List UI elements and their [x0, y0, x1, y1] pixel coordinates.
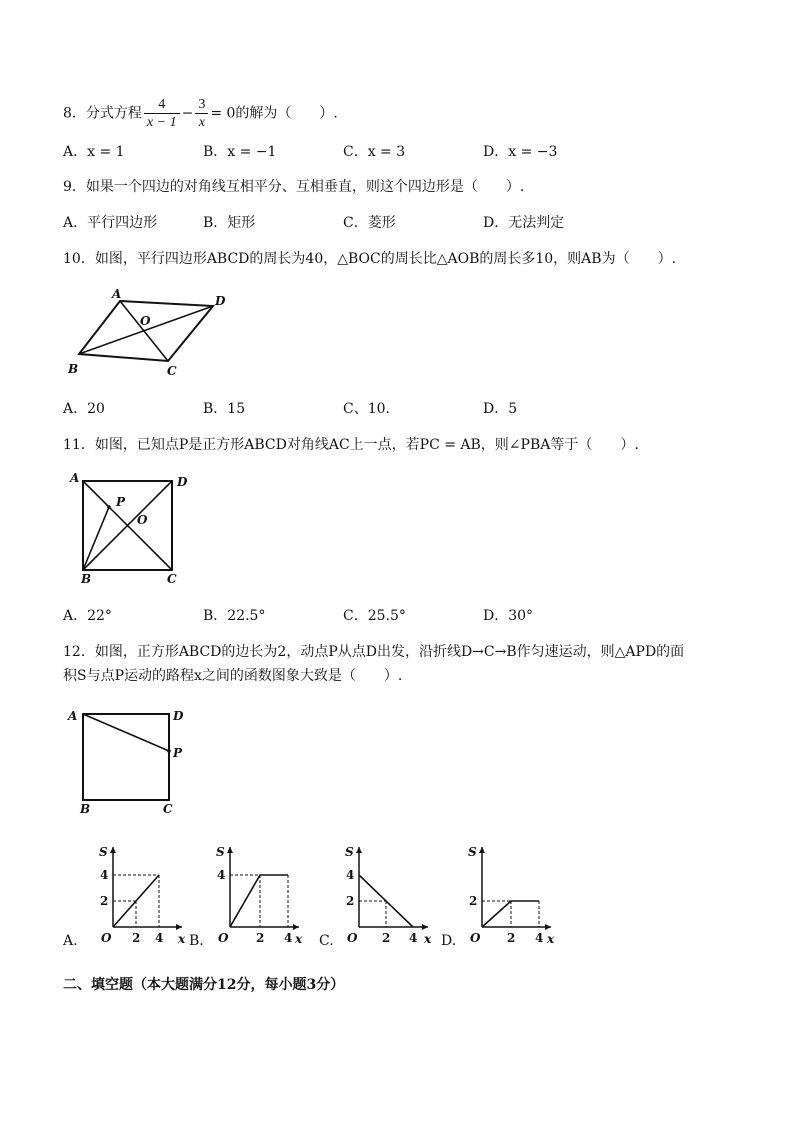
x-tick-4: 4 [409, 931, 418, 945]
q11-label-p: P [116, 495, 126, 509]
q11-label-b: B [81, 572, 92, 586]
q10-option-b: B．15 [203, 401, 246, 417]
y-axis-arrow-icon [110, 847, 116, 853]
q12-label-a: A [68, 709, 78, 723]
origin-label: O [470, 931, 481, 945]
y-tick-2: 2 [346, 894, 355, 908]
y-tick-4: 4 [217, 868, 226, 882]
origin-label: O [101, 931, 112, 945]
q12-label-d: D [173, 709, 184, 723]
y-tick-2: 2 [100, 894, 109, 908]
q11-segment-bp [83, 507, 109, 570]
q11-option-b: B．22.5° [203, 608, 266, 624]
x-axis-label: x [295, 932, 303, 946]
q8-option-d: D．x = −3 [483, 144, 558, 160]
q8-suffix: = 0的解为（ ）. [210, 105, 338, 122]
q11-label-o: O [137, 513, 148, 527]
q11-stem: 11．如图，已知点P是正方形ABCD对角线AC上一点，若PC = AB，则∠PBA等于（ ）. [63, 437, 639, 453]
q8-minus: − [181, 105, 194, 122]
q9-option-d: D．无法判定 [483, 215, 565, 231]
x-tick-2: 2 [382, 931, 391, 945]
y-axis-arrow-icon [479, 847, 485, 853]
q12-stem-line-1: 12．如图，正方形ABCD的边长为2，动点P从点D出发，沿折线D→C→B作匀速运动，则△APD的面 [63, 644, 685, 660]
q12-graph-b [214, 843, 304, 946]
y-axis-label: S [216, 845, 225, 859]
q12-graph-label-c: C. [319, 933, 334, 949]
q12-graph-c [343, 843, 433, 946]
q8-fraction-1: $\frac{4}{x - 1}$ [144, 96, 180, 131]
q12-graph-d [466, 843, 556, 946]
q12-label-b: B [80, 802, 91, 816]
x-axis-label: x [178, 932, 186, 946]
x-tick-4: 4 [535, 931, 544, 945]
q10-label-b: B [68, 362, 79, 376]
q9-option-c: C．菱形 [343, 215, 396, 231]
q11-label-c: C [167, 572, 177, 586]
q12-square-figure [65, 703, 195, 823]
q10-label-o: O [140, 314, 151, 328]
x-tick-2: 2 [507, 931, 516, 945]
q10-stem: 10．如图，平行四边形ABCD的周长为40，△BOC的周长比△AOB的周长多10，则AB为（ ）. [63, 251, 677, 267]
origin-label: O [347, 931, 358, 945]
q8-fraction-2: $\frac{3}{x}$ [195, 96, 208, 131]
q12-graph-label-a: A. [63, 933, 78, 949]
q12-label-c: C [163, 802, 173, 816]
section-2-heading: 二、填空题（本大题满分12分，每小题3分） [63, 977, 345, 993]
x-axis-label: x [547, 932, 555, 946]
q10-option-d: D．5 [483, 401, 518, 417]
x-axis-arrow-icon [293, 924, 299, 930]
x-tick-2: 2 [256, 931, 265, 945]
q9-stem: 9．如果一个四边的对角线互相平分、互相垂直，则这个四边形是（ ）. [63, 179, 525, 195]
q8-option-a: A．x = 1 [63, 144, 125, 160]
y-axis-arrow-icon [356, 847, 362, 853]
y-axis-arrow-icon [227, 847, 233, 853]
y-axis-label: S [99, 845, 108, 859]
x-tick-2: 2 [132, 931, 141, 945]
origin-label: O [218, 931, 229, 945]
q11-square-figure [67, 470, 197, 590]
q10-option-a: A．20 [63, 401, 105, 417]
q9-option-a: A．平行四边形 [63, 215, 158, 231]
x-axis-arrow-icon [176, 924, 182, 930]
q8-option-b: B．x = −1 [203, 144, 277, 160]
x-axis-arrow-icon [545, 924, 551, 930]
q10-label-a: A [112, 287, 122, 301]
q12-segment-ap [83, 714, 169, 751]
q11-option-c: C．25.5° [343, 608, 406, 624]
q10-label-d: D [215, 294, 226, 308]
x-axis-arrow-icon [422, 924, 428, 930]
q11-label-d: D [177, 475, 188, 489]
q11-option-a: A．22° [63, 608, 112, 624]
q12-graph-label-b: B. [189, 933, 204, 949]
q10-parallelogram-figure [65, 285, 245, 385]
q12-stem-line-2: 积S与点P运动的路程x之间的函数图象大致是（ ）. [63, 668, 403, 684]
q10-option-c: C、10. [343, 401, 390, 417]
x-tick-4: 4 [155, 931, 164, 945]
q10-parallelogram [79, 301, 213, 361]
q11-label-a: A [70, 471, 80, 485]
q12-graph-a [97, 843, 187, 946]
y-tick-4: 4 [100, 868, 109, 882]
q9-option-b: B．矩形 [203, 215, 256, 231]
q12-label-p: P [173, 746, 183, 760]
y-axis-label: S [345, 845, 354, 859]
q8-stem [63, 96, 338, 131]
q11-point-p [107, 505, 111, 509]
graph-line [230, 875, 288, 927]
y-axis-label: S [468, 845, 477, 859]
q11-option-d: D．30° [483, 608, 534, 624]
q12-square [83, 714, 169, 800]
q12-point-p [167, 749, 171, 753]
y-tick-2: 2 [469, 894, 478, 908]
y-tick-4: 4 [346, 868, 355, 882]
q8-prefix: 8．分式方程 [63, 105, 142, 122]
q10-label-c: C [167, 364, 177, 378]
x-axis-label: x [424, 932, 432, 946]
x-tick-4: 4 [284, 931, 293, 945]
q8-option-c: C．x = 3 [343, 144, 406, 160]
q12-graph-label-d: D. [441, 933, 457, 949]
